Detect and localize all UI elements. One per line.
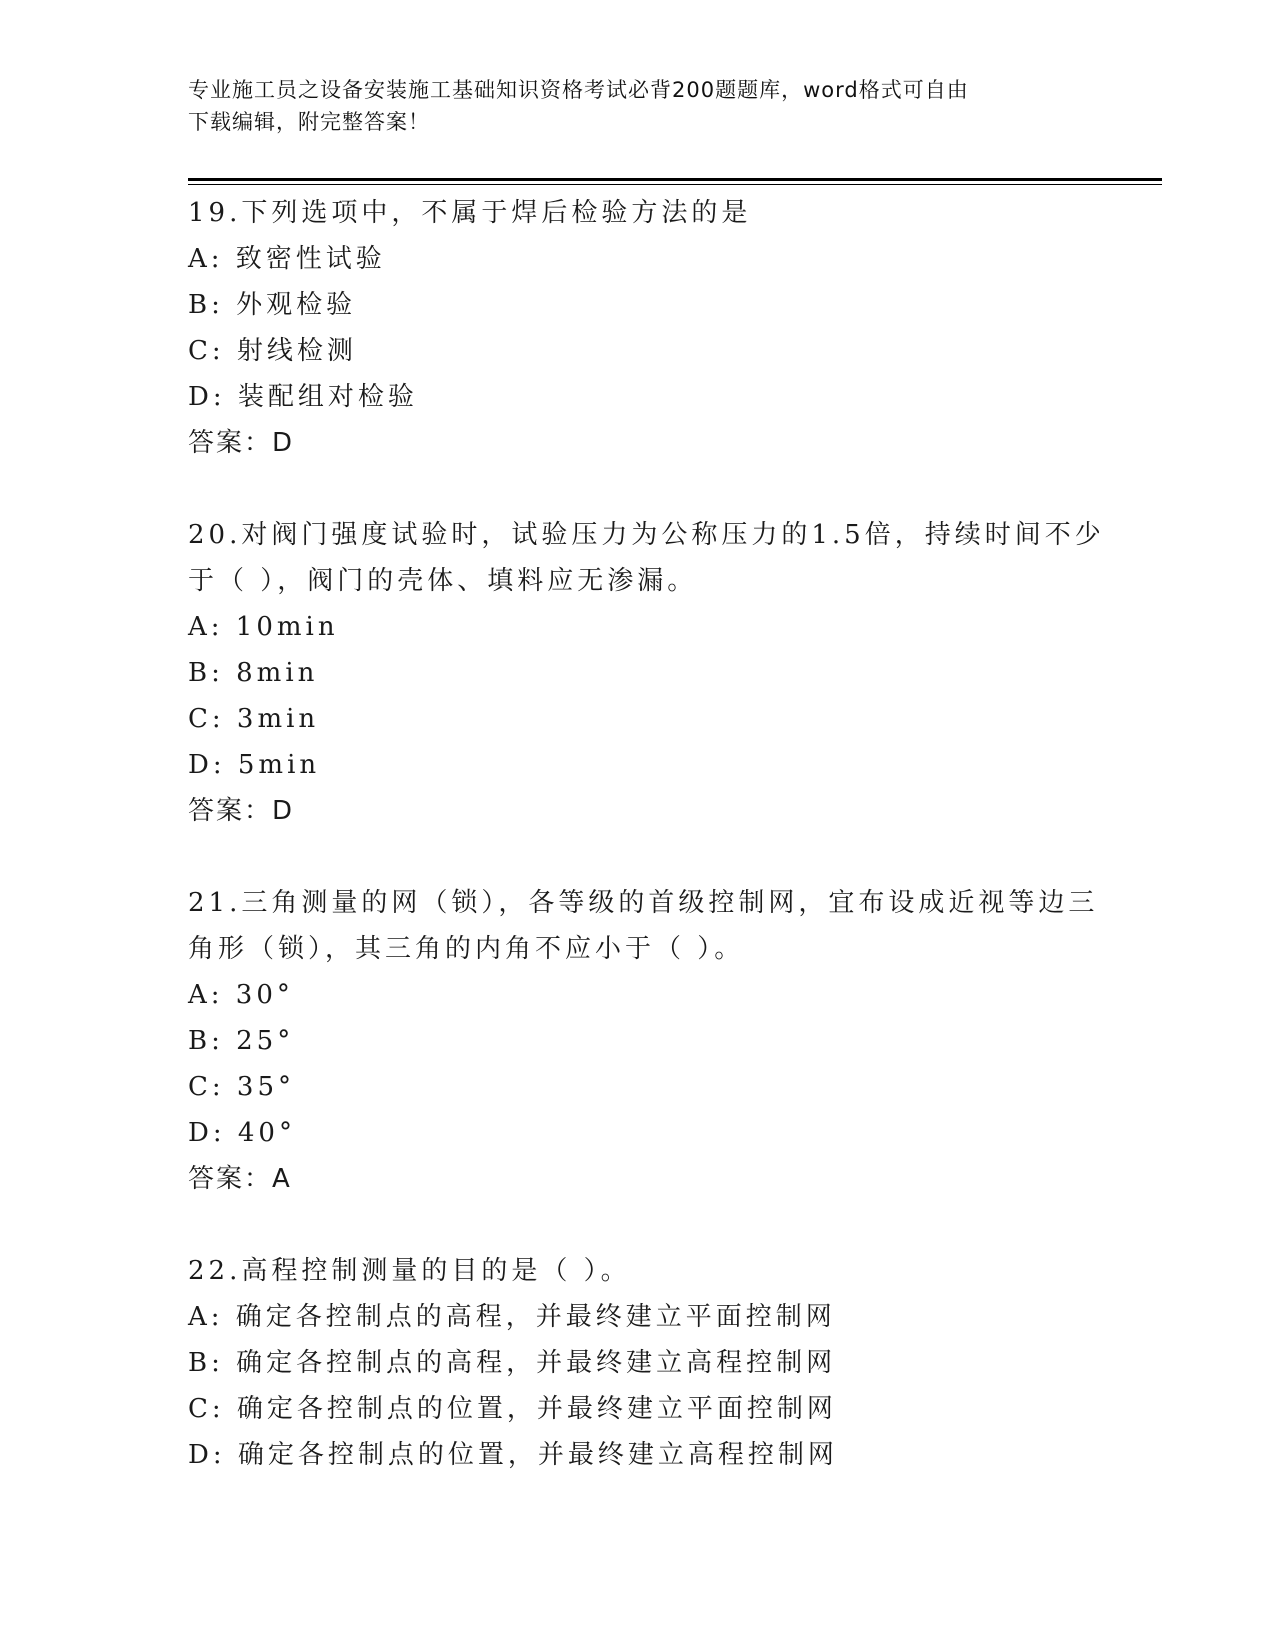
option-c: C: 35° bbox=[188, 1072, 296, 1102]
header-line-1: 专业施工员之设备安装施工基础知识资格考试必背200题题库，word格式可自由 bbox=[188, 78, 969, 102]
question-stem: 19.下列选项中，不属于焊后检验方法的是 bbox=[188, 198, 752, 228]
option-c: C: 射线检测 bbox=[188, 336, 357, 366]
option-a: A: 30° bbox=[188, 980, 294, 1010]
option-d: D: 确定各控制点的位置，并最终建立高程控制网 bbox=[188, 1440, 838, 1470]
header-divider-thick bbox=[188, 178, 1162, 181]
option-b: B: 外观检验 bbox=[188, 290, 357, 320]
option-b: B: 8min bbox=[188, 658, 319, 688]
question-list bbox=[188, 190, 1105, 1524]
option-a: A: 致密性试验 bbox=[188, 244, 386, 274]
option-a: A: 10min bbox=[188, 612, 339, 642]
option-c: C: 3min bbox=[188, 704, 320, 734]
answer: 答案：D bbox=[188, 796, 295, 826]
question-stem: 20.对阀门强度试验时，试验压力为公称压力的1.5倍，持续时间不少 bbox=[188, 520, 1105, 550]
option-d: D: 装配组对检验 bbox=[188, 382, 418, 412]
question-stem: 22.高程控制测量的目的是（ ）。 bbox=[188, 1256, 631, 1286]
question-stem-continued: 于（ ），阀门的壳体、填料应无渗漏。 bbox=[188, 566, 698, 596]
question-19 bbox=[188, 190, 1088, 466]
question-22 bbox=[188, 1248, 1088, 1478]
option-d: D: 5min bbox=[188, 750, 321, 780]
option-a: A: 确定各控制点的高程，并最终建立平面控制网 bbox=[188, 1302, 836, 1332]
option-b: B: 25° bbox=[188, 1026, 295, 1056]
header-line-2: 下载编辑，附完整答案！ bbox=[188, 110, 430, 134]
option-d: D: 40° bbox=[188, 1118, 296, 1148]
question-21 bbox=[188, 880, 1099, 1202]
document-header bbox=[188, 74, 1088, 138]
header-divider-thin bbox=[188, 184, 1162, 185]
option-b: B: 确定各控制点的高程，并最终建立高程控制网 bbox=[188, 1348, 837, 1378]
question-20 bbox=[188, 512, 1105, 834]
answer: 答案：D bbox=[188, 428, 295, 458]
question-stem: 21.三角测量的网（锁），各等级的首级控制网，宜布设成近视等边三 bbox=[188, 888, 1099, 918]
answer: 答案：A bbox=[188, 1164, 292, 1194]
option-c: C: 确定各控制点的位置，并最终建立平面控制网 bbox=[188, 1394, 837, 1424]
question-stem-continued: 角形（锁），其三角的内角不应小于（ ）。 bbox=[188, 934, 745, 964]
